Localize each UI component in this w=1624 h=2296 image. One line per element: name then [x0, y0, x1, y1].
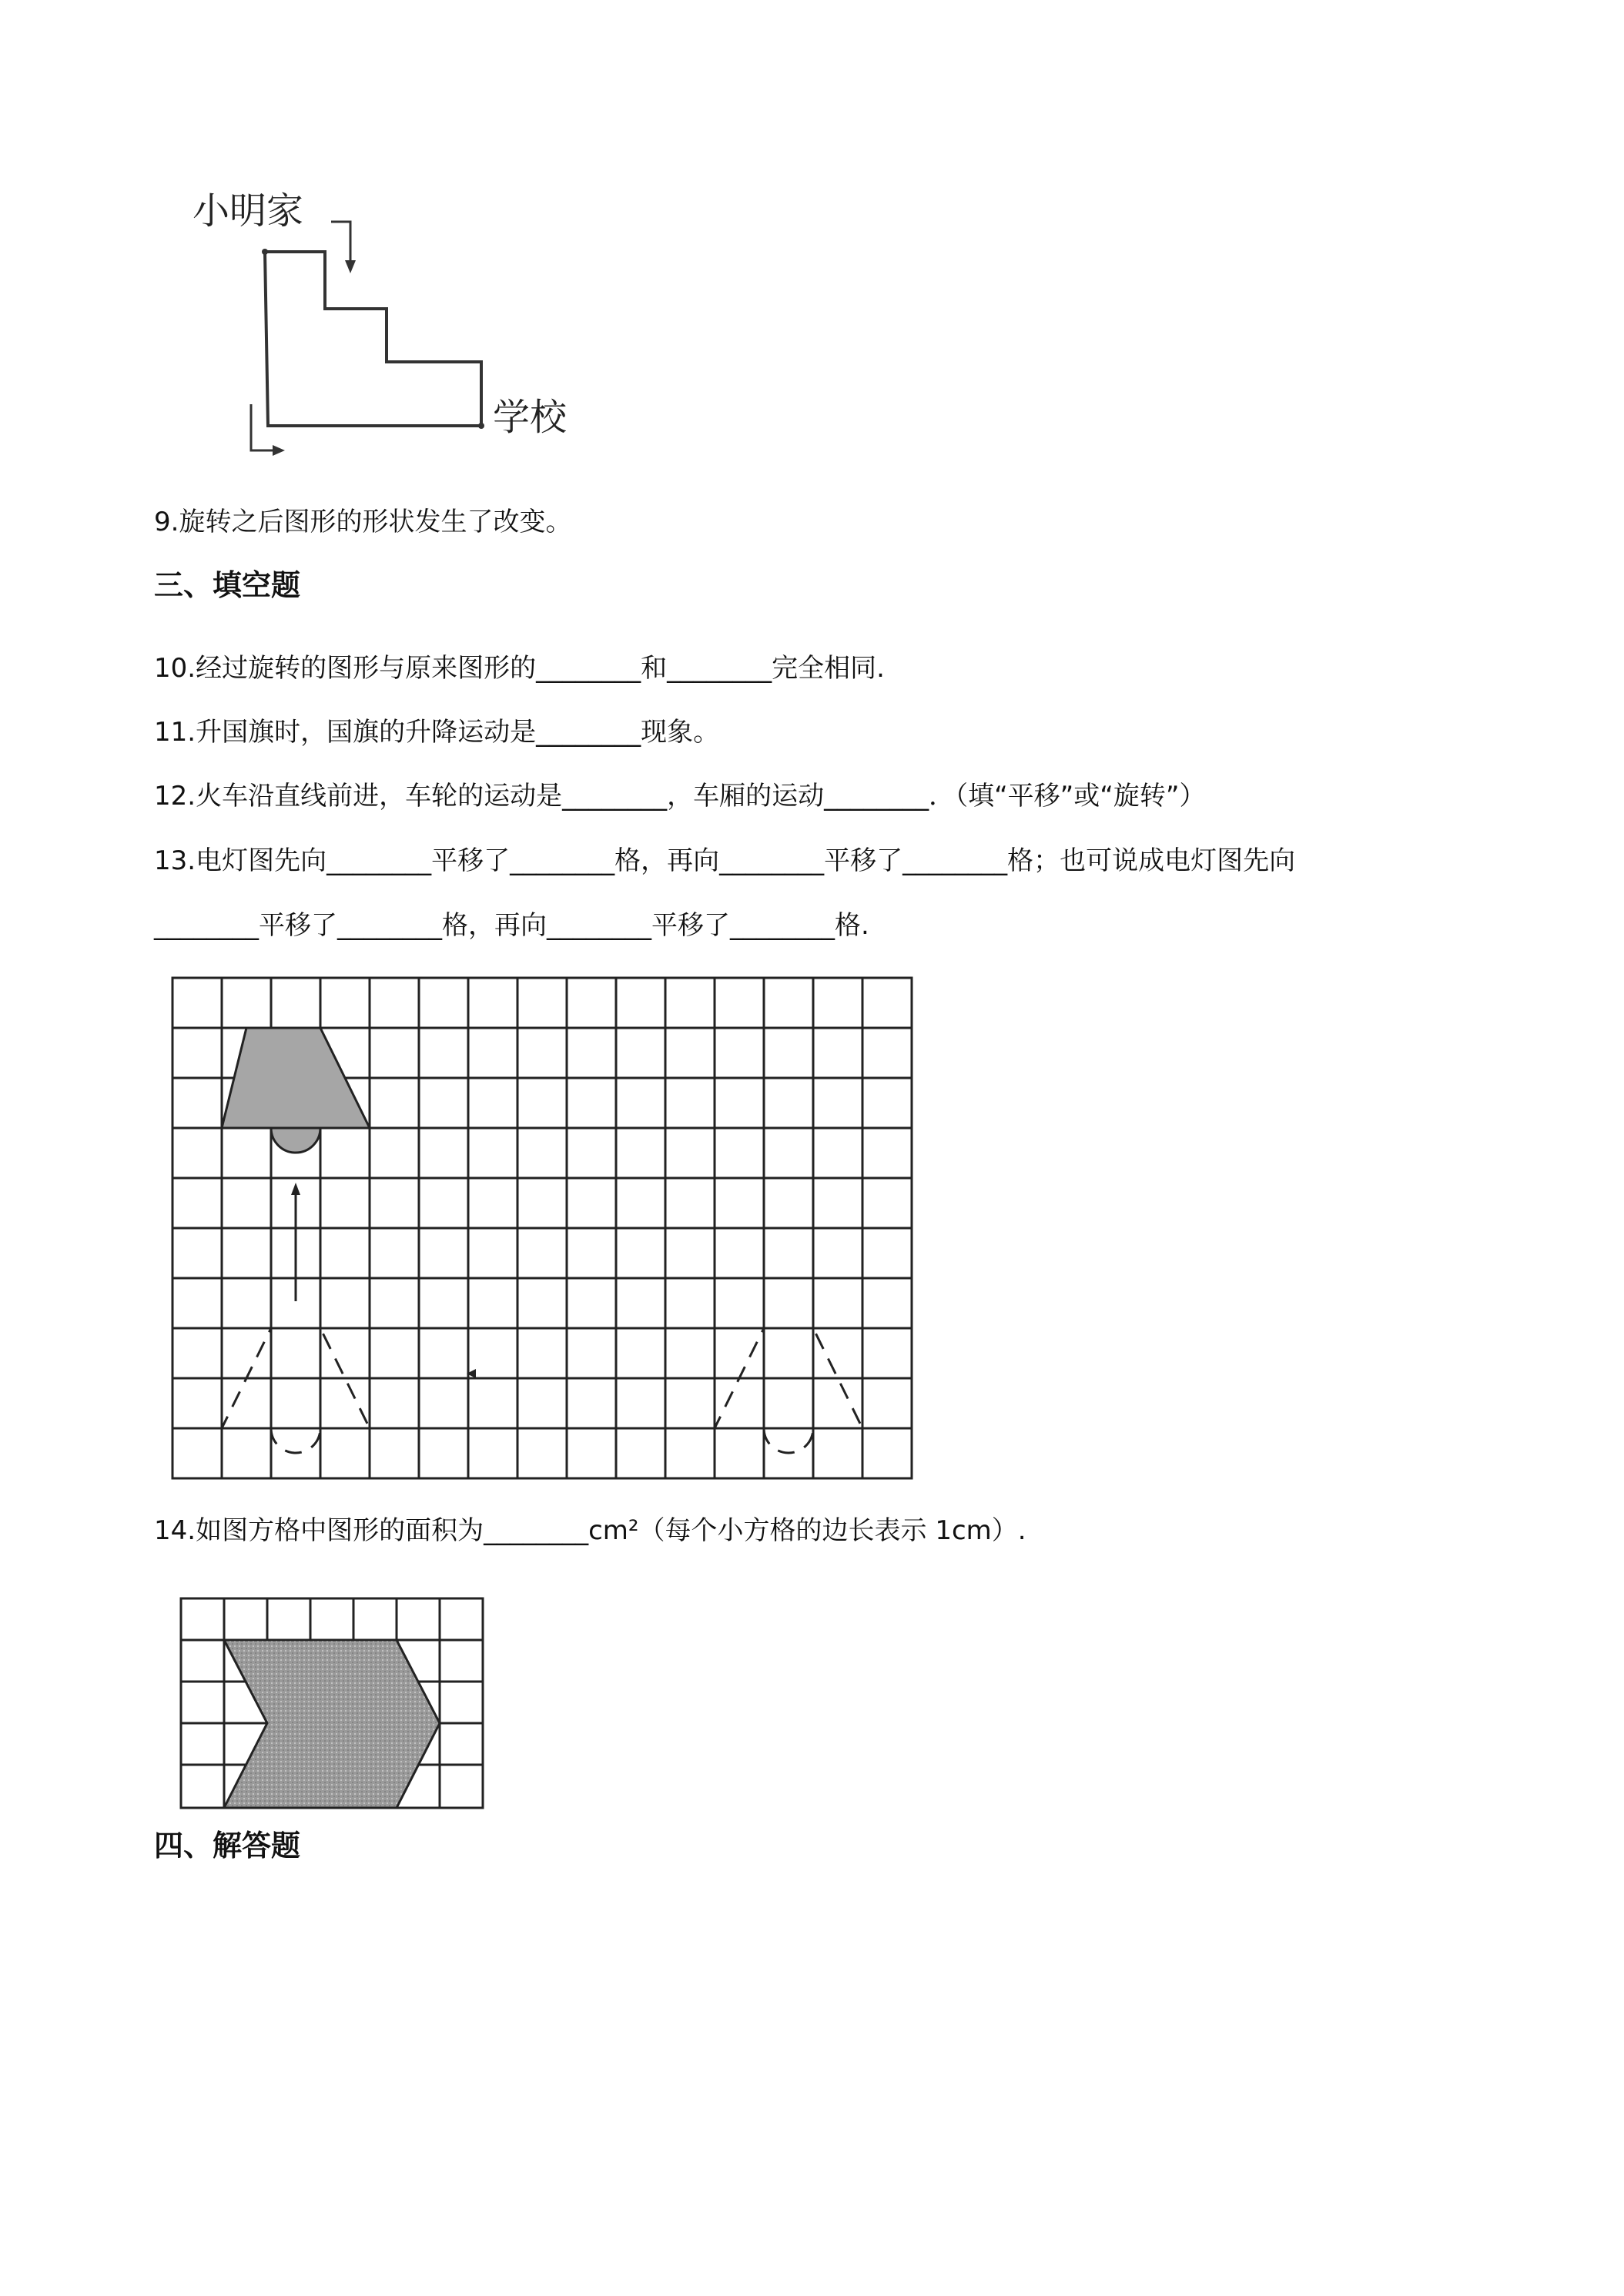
- route-path: [265, 252, 481, 426]
- lamp-dashed-right: [715, 1328, 862, 1453]
- question-9: 9.旋转之后图形的形状发生了改变。: [154, 507, 572, 537]
- arrowhead-right: [273, 445, 285, 456]
- area-grid-figure: [173, 1585, 497, 1816]
- arrowhead-down: [345, 260, 356, 273]
- question-14: 14.如图方格中图形的面积为________cm²（每个小方格的边长表示 1cm）.: [154, 1515, 1026, 1546]
- question-13-line-2: ________平移了________格，再向________平移了________格.: [154, 910, 869, 941]
- lamp-grid-figure: [169, 970, 924, 1494]
- route-figure: [185, 185, 585, 477]
- direction-arrow-top: [331, 222, 350, 266]
- school-label: 学校: [493, 396, 568, 439]
- section-4-title: 四、解答题: [154, 1829, 301, 1863]
- question-10: 10.经过旋转的图形与原来图形的________和________完全相同.: [154, 653, 885, 684]
- lamp-solid: [222, 1028, 370, 1153]
- question-13-line-1: 13.电灯图先向________平移了________格，再向________平移了________格；也可说成电灯图先向: [154, 845, 1296, 876]
- question-11: 11.升国旗时，国旗的升降运动是________现象。: [154, 717, 720, 748]
- home-label: 小明家: [193, 189, 304, 233]
- lamp-dashed-left: [222, 1328, 370, 1453]
- translation-arrow-up: [291, 1183, 300, 1301]
- question-12: 12.火车沿直线前进，车轮的运动是________，车厢的运动________．（填“平移”或“旋转”）: [154, 781, 1206, 812]
- section-3-title: 三、填空题: [154, 568, 301, 602]
